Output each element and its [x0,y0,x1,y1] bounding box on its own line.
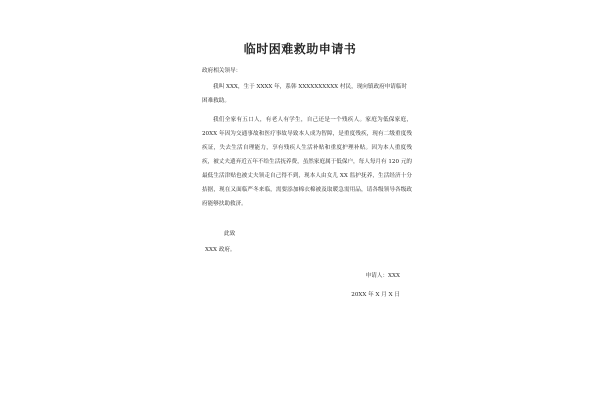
closing-recipient: XXX 政府。 [205,247,236,253]
salutation: 政府相关领导： [202,68,242,74]
paragraph-intro: 我叫 XXX，生于 XXXX 年，系韩 XXXXXXXXXX 村民，现向镇政府申请临时困难救助。 [202,84,408,104]
document-title: 临时困难救助申请书 [243,42,357,56]
document-date: 20XX 年 X 月 X 日 [351,292,400,298]
applicant-signature: 申请人：XXX [365,273,400,279]
paragraph-details: 我们全家有五口人，有老人有学生，自己还是一个残疾人。家庭为低保家庭，20XX 年因为交通事故和医疗事故导致本人成为智障，是重度残疾，现有二级重度残疾证，失去生活自理能力，享有残疾人生活补贴和重度护理补贴。因为本人重度残疾，被丈夫遗弃近五年不给生活抚养费，虽然家庭属于低保户，每人每月有 120 元的最低生活津贴也被丈夫领走自己得不到，现本人由女儿 XX 监护抚养，生活经济十分拮据，现在又面临严冬来临，需要添加棉衣棉被及取暖急需用品，请各级领导各级政府能够扶助救济。 [202,117,413,207]
closing-salute: 此致 [224,231,236,237]
